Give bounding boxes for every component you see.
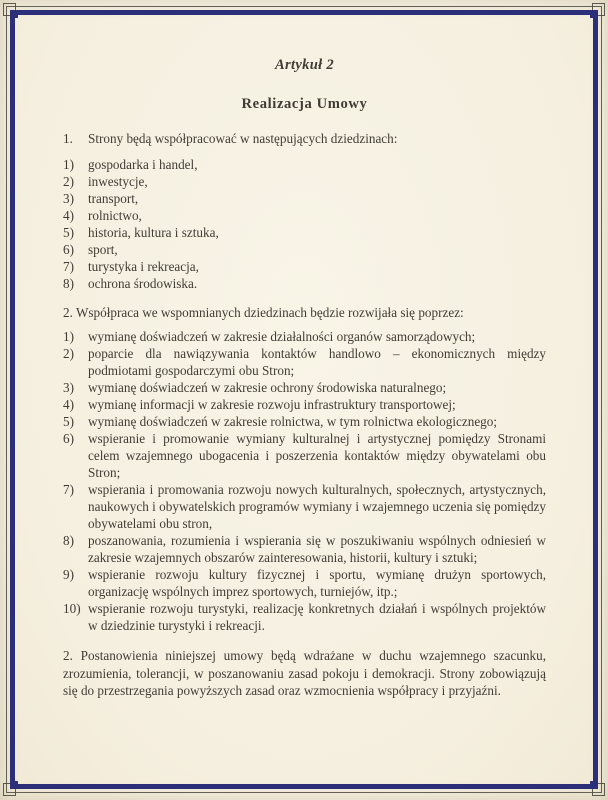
corner-ornament-top-right	[592, 3, 605, 16]
item-number: 3)	[63, 380, 74, 395]
list-cooperation-forms	[63, 328, 546, 634]
list-item	[63, 241, 546, 258]
item-text: wymianę doświadczeń w zakresie rolnictwa, w tym rolnictwa ekologicznego;	[88, 414, 498, 429]
list-item	[63, 396, 546, 413]
item-text: wspieranie rozwoju kultury fizycznej i sportu, wymianę drużyn sportowych, organizację wspólnych imprez sportowych, turniejów, itp.;	[88, 567, 546, 599]
item-text: ochrona środowiska.	[88, 276, 198, 291]
item-number: 1)	[63, 329, 74, 344]
document-content	[63, 0, 546, 700]
item-text: transport,	[88, 191, 139, 206]
item-text: turystyka i rekreacja,	[88, 259, 199, 274]
corner-outline-square	[592, 3, 605, 16]
item-text: sport,	[88, 242, 118, 257]
corner-navy-square	[10, 781, 18, 789]
item-number: 6)	[63, 431, 74, 446]
list-item	[63, 379, 546, 396]
item-number: 4)	[63, 397, 74, 412]
list-item	[63, 190, 546, 207]
item-text: wspieranie rozwoju turystyki, realizację konkretnych działań i wspólnych projektów w dziedzinie turystyki i rekreacji.	[88, 601, 546, 633]
corner-navy-square	[10, 10, 18, 18]
closing-paragraph: 2. Postanowienia niniejszej umowy będą wdrażane w duchu wzajemnego szacunku, zrozumienia, tolerancji, w poszanowaniu zasad pokoju i demokracji. Strony zobowiązują się do przestrzegania powyższych zasad oraz wzmocnienia współpracy i przyjaźni.	[63, 648, 546, 698]
list-item	[63, 207, 546, 224]
list-item	[63, 600, 546, 634]
corner-ornament-bottom-right	[592, 783, 605, 796]
list-item	[63, 345, 546, 379]
paragraph-text: Strony będą współpracować w następujących dziedzinach:	[88, 131, 398, 146]
item-number: 2)	[63, 346, 74, 361]
item-number: 10)	[63, 601, 81, 616]
list-item	[63, 156, 546, 173]
list-cooperation-domains	[63, 156, 546, 292]
list-item	[63, 224, 546, 241]
paragraph-1-intro	[63, 130, 546, 147]
item-text: wymianę informacji w zakresie rozwoju infrastruktury transportowej;	[88, 397, 456, 412]
list-item	[63, 481, 546, 532]
paragraph-number: 1.	[63, 131, 73, 146]
item-number: 8)	[63, 276, 74, 291]
paragraph-2-intro: 2. Współpraca we wspomnianych dziedzinach będzie rozwijała się poprzez:	[63, 305, 464, 320]
item-number: 5)	[63, 225, 74, 240]
item-text: gospodarka i handel,	[88, 157, 198, 172]
item-number: 8)	[63, 533, 74, 548]
item-text: inwestycje,	[88, 174, 148, 189]
corner-navy-square	[590, 10, 598, 18]
item-number: 4)	[63, 208, 74, 223]
item-number: 5)	[63, 414, 74, 429]
item-number: 2)	[63, 174, 74, 189]
item-number: 9)	[63, 567, 74, 582]
item-text: poparcie dla nawiązywania kontaktów handlowo – ekonomicznych między podmiotami gospodarczymi obu Stron;	[88, 346, 546, 378]
item-text: rolnictwo,	[88, 208, 142, 223]
corner-outline-square	[3, 3, 16, 16]
list-item	[63, 275, 546, 292]
list-item	[63, 413, 546, 430]
item-text: wymianę doświadczeń w zakresie ochrony środowiska naturalnego;	[88, 380, 447, 395]
item-number: 1)	[63, 157, 74, 172]
item-number: 6)	[63, 242, 74, 257]
corner-ornament-top-left	[3, 3, 16, 16]
item-text: poszanowania, rozumienia i wspierania się w poszukiwaniu wspólnych odniesień w zakresie wzajemnych obszarów zainteresowania, historii, kultury i sztuki;	[88, 533, 546, 565]
item-text: historia, kultura i sztuka,	[88, 225, 219, 240]
item-number: 7)	[63, 482, 74, 497]
corner-ornament-bottom-left	[3, 783, 16, 796]
section-title: Realizacja Umowy	[241, 96, 368, 112]
item-text: wspieranie i promowanie wymiany kulturalnej i artystycznej pomiędzy Stronami celem wzajemnego ubogacenia i poszerzenia kontaktów między obywatelami obu Stron;	[88, 431, 546, 480]
item-text: wymianę doświadczeń w zakresie działalności organów samorządowych;	[88, 329, 476, 344]
item-number: 7)	[63, 259, 74, 274]
corner-outline-square	[592, 783, 605, 796]
list-item	[63, 258, 546, 275]
list-item	[63, 173, 546, 190]
item-number: 3)	[63, 191, 74, 206]
corner-outline-square	[3, 783, 16, 796]
article-title: Artykuł 2	[274, 57, 335, 73]
item-text: wspierania i promowania rozwoju nowych kulturalnych, społecznych, artystycznych, naukowych i obywatelskich programów wymiany i wzajemnego uczenia się pomiędzy obywatelami obu stron,	[88, 482, 546, 531]
corner-navy-square	[590, 781, 598, 789]
list-item	[63, 328, 546, 345]
list-item	[63, 532, 546, 566]
list-item	[63, 566, 546, 600]
list-item	[63, 430, 546, 481]
